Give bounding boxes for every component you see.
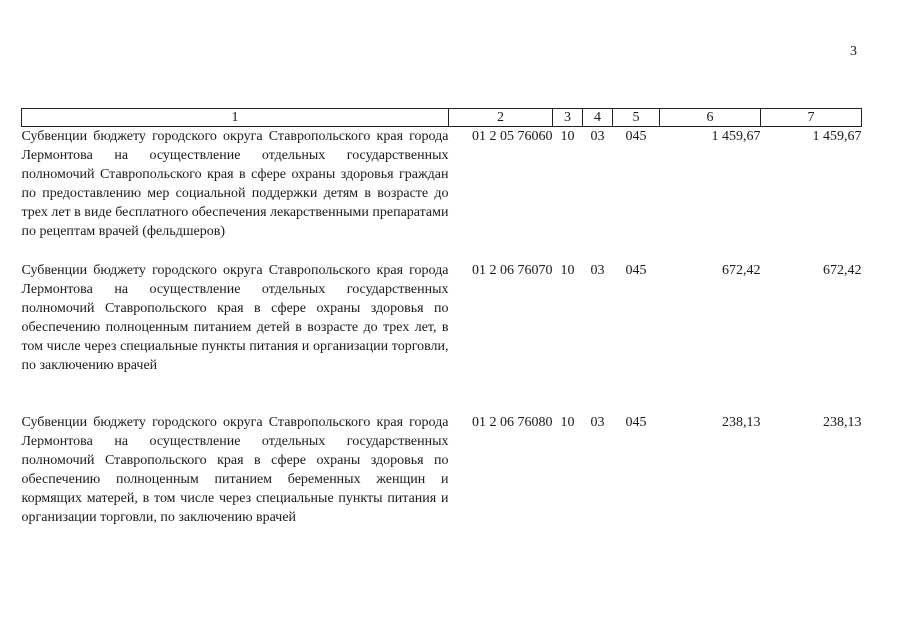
row-target-code: 01 2 05 76060 [472,129,553,144]
page-number: 3 [850,44,857,59]
row-section: 10 [560,263,575,278]
column-header-7: 7 [761,109,862,127]
row-amount-col7: 1 459,67 [812,129,862,144]
row-amount-col7: 672,42 [823,263,862,278]
row-amount-col7: 238,13 [823,415,862,430]
column-header-6: 6 [660,109,761,127]
row-subsection: 03 [590,129,605,144]
row-target-code: 01 2 06 76080 [472,415,553,430]
budget-table [21,108,862,527]
row-subsection: 03 [590,263,605,278]
column-header-5: 5 [613,109,660,127]
row-section: 10 [560,129,575,144]
row-amount-col6: 238,13 [722,415,761,430]
row-target-code: 01 2 06 76070 [472,263,553,278]
table-row [22,127,862,262]
row-amount-col6: 672,42 [722,263,761,278]
row-expense-type: 045 [625,129,647,144]
row-description: Субвенции бюджету городского округа Ставропольского края города Лермонтова на осуществление отдельных государственных полномочий Ставропольского края в сфере охраны здоровья по обеспечению полноценным питанием детей в возрасте до трех лет, в том числе через специальные пункты питания и организации торговли, по заключению врачей [21,263,449,373]
row-section: 10 [560,415,575,430]
table-row [22,413,862,527]
row-description: Субвенции бюджету городского округа Ставропольского края города Лермонтова на осуществление отдельных государственных полномочий Ставропольского края в сфере охраны здоровья граждан по предоставлению мер социальной поддержки детям в возрасте до трех лет в виде бесплатного обеспечения лекарственными препаратами по рецептам врачей (фельдшеров) [21,129,449,239]
table-row [22,261,862,413]
row-expense-type: 045 [625,415,647,430]
column-header-2: 2 [449,109,553,127]
row-description: Субвенции бюджету городского округа Ставропольского края города Лермонтова на осуществление отдельных государственных полномочий Ставропольского края в сфере охраны здоровья по обеспечению полноценным питанием беременных женщин и кормящих матерей, в том числе через специальные пункты питания и организации торговли, по заключению врачей [21,415,449,525]
table-header-row [22,109,862,127]
row-subsection: 03 [590,415,605,430]
row-amount-col6: 1 459,67 [711,129,761,144]
column-header-3: 3 [553,109,583,127]
column-header-1: 1 [22,109,449,127]
column-header-4: 4 [583,109,613,127]
row-expense-type: 045 [625,263,647,278]
